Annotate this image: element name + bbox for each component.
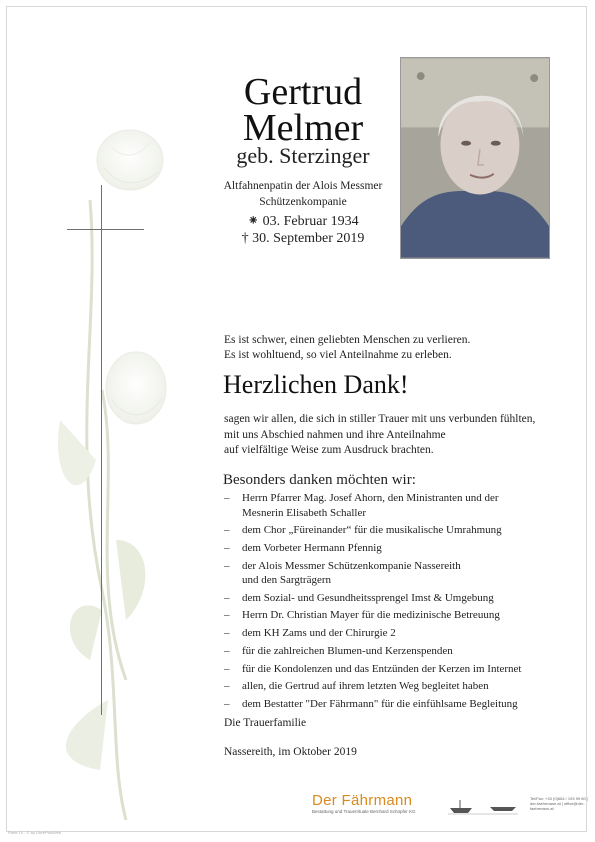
list-item: – dem Sozial- und Gesundheitssprengel Imst & Umgebung (224, 591, 494, 604)
role-text (210, 178, 396, 210)
list-item: – dem Bestatter "Der Fährmann" für die einfühlsame Begleitung (224, 697, 518, 710)
list-item: – Herrn Dr. Christian Mayer für die medizinische Betreuung (224, 609, 500, 622)
list-item: – allen, die Gertrud auf ihrem letzten Weg begleitet haben (224, 680, 489, 693)
thanks-list (224, 491, 564, 715)
last-name: Melmer (242, 107, 364, 149)
death-date: † 30. September 2019 (241, 231, 365, 246)
signature: Die Trauerfamilie (224, 717, 307, 729)
body-line: mit uns Abschied nahmen und ihre Anteilnahme (224, 428, 446, 441)
footer-credit: Parte 10 - © by LibrePlanWeb (8, 830, 62, 835)
cross-icon (101, 185, 102, 715)
intro-line: Es ist schwer, einen geliebten Menschen zu verlieren. (224, 334, 471, 346)
list-item: – dem KH Zams und der Chirurgie 2 (224, 627, 396, 640)
list-item: – dem Vorbeter Hermann Pfennig (224, 541, 382, 554)
list-item: – der Alois Messmer Schützenkompanie Nassereith und den Sargträgern (224, 559, 461, 587)
list-item: – dem Chor „Füreinander“ für die musikalische Umrahmung (224, 524, 502, 537)
white-rose-icon (30, 120, 200, 820)
role-line: Schützenkompanie (259, 196, 347, 208)
thanks-body (224, 412, 564, 459)
undertaker-subtitle: Bestattung und Trauerrituale Bernhard Schöpfer KG (312, 809, 416, 814)
intro-line: Es ist wohltuend, so viel Anteilnahme zu erleben. (224, 349, 452, 361)
life-dates (210, 213, 396, 247)
list-item: – für die Kondolenzen und das Entzünden der Kerzen im Internet (224, 662, 522, 675)
body-line: sagen wir allen, die sich in stiller Trauer mit uns verbunden fühlten, (224, 413, 536, 425)
deceased-name (228, 71, 378, 149)
list-item: – Herrn Pfarrer Mag. Josef Ahorn, den Ministranten und der Mesnerin Elisabeth Schaller (224, 492, 499, 519)
first-name: Gertrud (243, 71, 363, 113)
special-thanks-heading: Besonders danken möchten wir: (223, 472, 416, 488)
maiden-name: geb. Sterzinger (236, 143, 370, 168)
undertaker-contact: Tel/Fax: +43 (0)664 / 193 99 60 | der-faehrmann.at | office@der-faehrmann.at (530, 796, 588, 811)
body-line: auf vielfältige Weise zum Ausdruck brachten. (224, 444, 434, 456)
cross-icon-bar (67, 229, 144, 230)
undertaker-logo: Der Fährmann (312, 792, 413, 809)
list-item: – für die zahlreichen Blumen-und Kerzenspenden (224, 644, 453, 657)
portrait-photo (400, 57, 550, 259)
thanks-heading: Herzlichen Dank! (223, 370, 409, 399)
place-date: Nassereith, im Oktober 2019 (224, 746, 357, 758)
boat-icon (448, 798, 518, 816)
intro-text (224, 333, 554, 363)
role-line: Altfahnenpatin der Alois Messmer (223, 180, 383, 192)
birth-date: ⁕ 03. Februar 1934 (247, 214, 359, 229)
